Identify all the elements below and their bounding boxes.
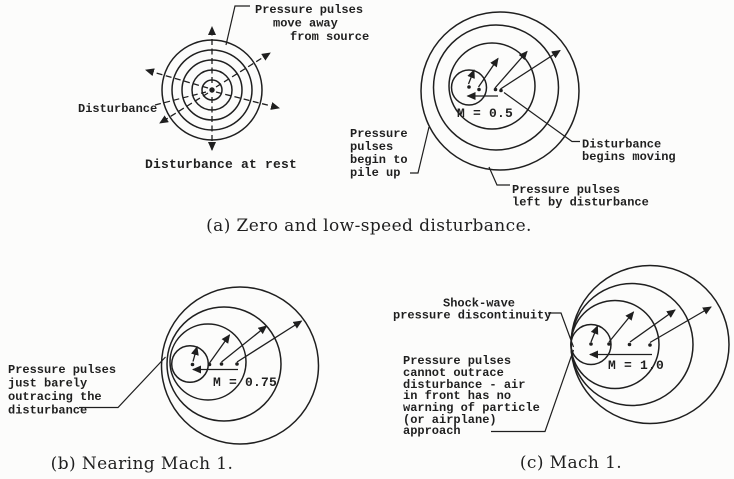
label-pile-up-line: begin to bbox=[350, 153, 408, 167]
label-cannot-outrace-line: Pressure pulses bbox=[403, 354, 512, 368]
label-outracing-line: just barely bbox=[8, 376, 88, 391]
caption-a: (a) Zero and low-speed disturbance. bbox=[206, 216, 532, 236]
pulse-origin-dot bbox=[648, 343, 652, 347]
pulse-origin-dot bbox=[477, 88, 481, 92]
label-pressure-pulses-line: Pressure pulses bbox=[255, 3, 364, 17]
label-outracing-line: outracing the bbox=[8, 390, 102, 404]
label-left-by-line: left by disturbance bbox=[512, 195, 649, 210]
label-cannot-outrace-line: in front has no bbox=[403, 389, 512, 403]
caption-b: (b) Nearing Mach 1. bbox=[50, 454, 234, 474]
caption-c: (c) Mach 1. bbox=[519, 453, 623, 473]
label-begins-moving-line: begins moving bbox=[582, 150, 676, 164]
label-disturbance-at-rest: Disturbance at rest bbox=[145, 157, 298, 172]
label-outracing-line: Pressure pulses bbox=[8, 363, 117, 377]
pulse-origin-dot bbox=[467, 85, 471, 89]
pulse-origin-dot bbox=[235, 362, 239, 366]
label-shock-wave-line: pressure discontinuity bbox=[393, 308, 552, 323]
label-cannot-outrace-line: warning of particle bbox=[403, 401, 540, 415]
label-pile-up-line: pulses bbox=[350, 140, 394, 154]
label-pile-up-line: pile up bbox=[350, 166, 401, 180]
label-cannot-outrace-line: (or airplane) bbox=[403, 413, 497, 427]
pulse-origin-dot bbox=[589, 342, 593, 346]
label-cannot-outrace-line: disturbance - air bbox=[403, 378, 526, 392]
pulse-origin-dot bbox=[607, 342, 611, 346]
mach-label: M = 0.75 bbox=[213, 375, 278, 390]
label-pressure-pulses-line: move away bbox=[273, 16, 338, 31]
pulse-origin-dot bbox=[220, 362, 224, 366]
label-shock-wave-line: Shock-wave bbox=[443, 296, 516, 311]
label-pile-up-line: Pressure bbox=[350, 127, 408, 141]
label-disturbance: Disturbance bbox=[78, 102, 158, 116]
label-cannot-outrace-line: approach bbox=[403, 424, 461, 438]
pulse-origin-dot bbox=[628, 343, 632, 347]
label-pressure-pulses-line: from source bbox=[290, 30, 370, 44]
pulse-origin-dot bbox=[191, 363, 195, 367]
disturbance-dot bbox=[209, 87, 214, 92]
mach-label: M = 0.5 bbox=[457, 106, 514, 121]
label-outracing-line: disturbance bbox=[8, 403, 88, 418]
label-begins-moving-line: Disturbance bbox=[582, 137, 662, 152]
mach-label: M = 1.0 bbox=[608, 358, 665, 373]
pulse-origin-dot bbox=[208, 363, 212, 367]
label-cannot-outrace-line: cannot outrace bbox=[403, 366, 504, 380]
label-left-by-line: Pressure pulses bbox=[512, 183, 621, 197]
